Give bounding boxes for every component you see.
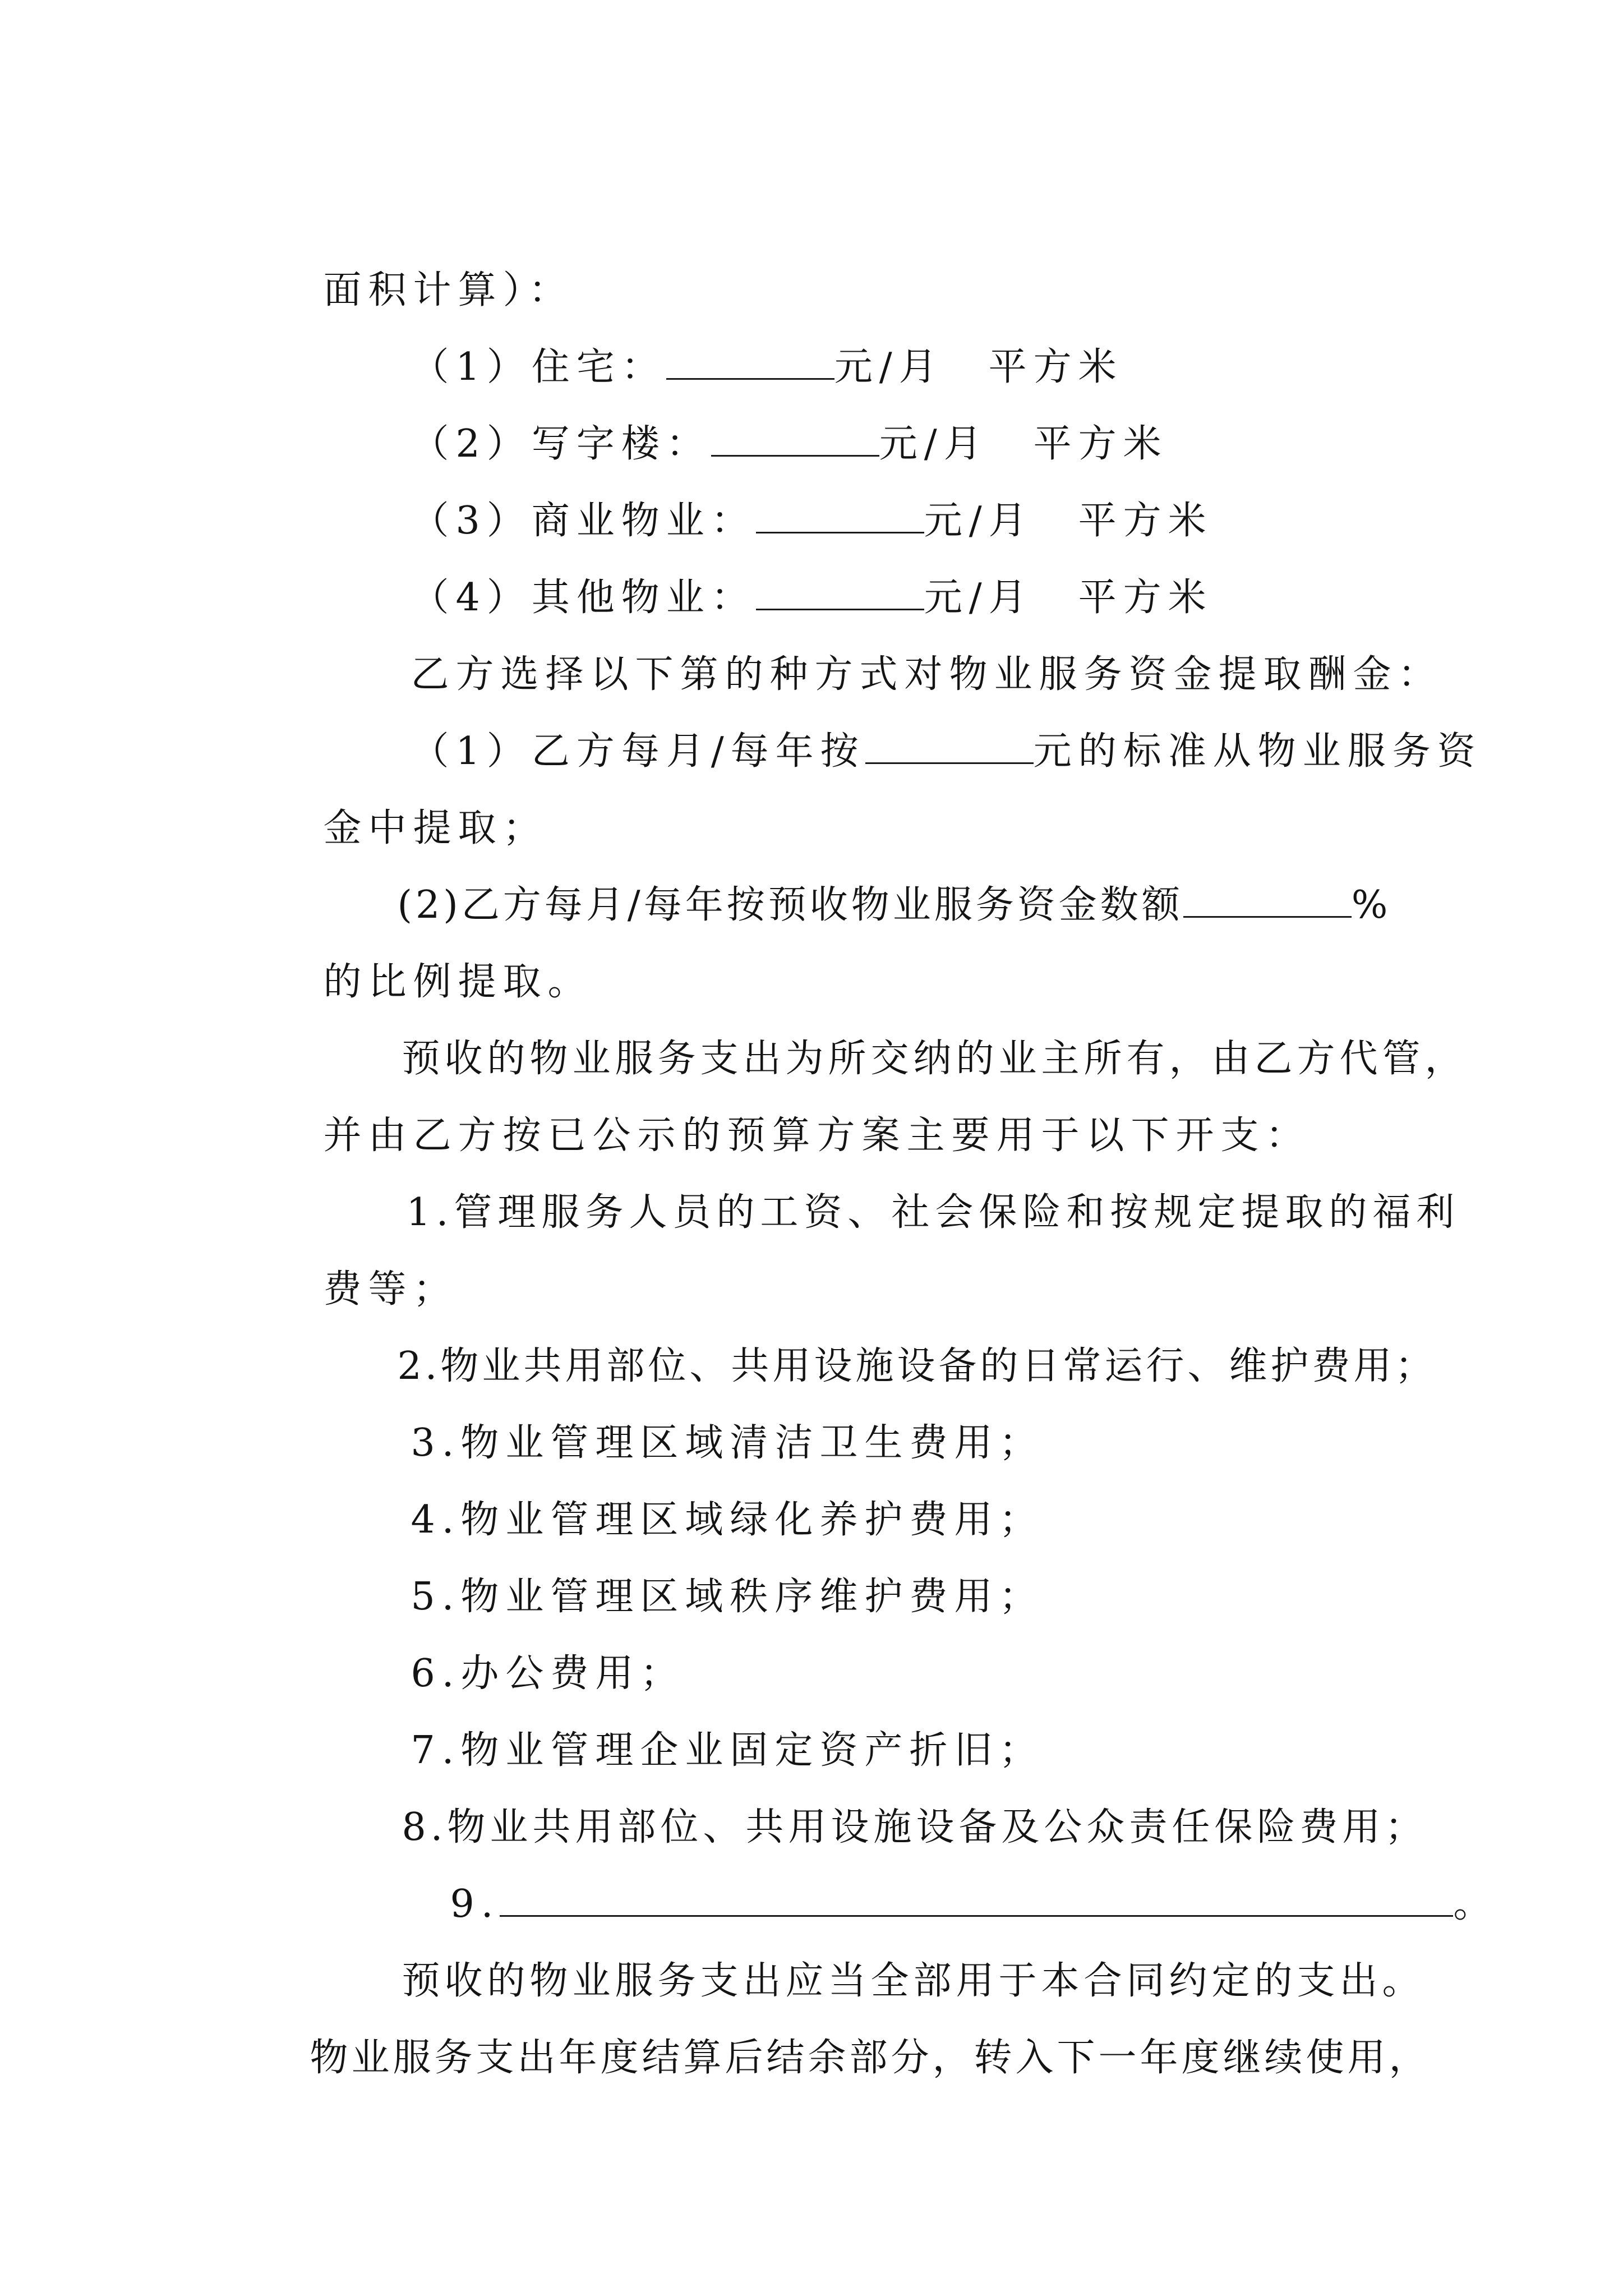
line-text: 金中提取； [323,806,548,850]
line-text: 预收的物业服务支出为所交纳的业主所有，由乙方代管， [402,1037,1468,1081]
line-text: 元的标准从物业服务资 [1033,729,1482,774]
text-line [248,1974,1430,2142]
area-unit: 平方米 [988,345,1123,389]
line-text: 费等； [323,1267,458,1312]
line-text: 物业服务支出年度结算后结余部分，转入下一年度继续使用， [310,2036,1431,2080]
list-item [335,1129,1460,1297]
line-label: (2)乙方每月/每年按预收物业服务资金数额 [397,883,1183,927]
fill-in-blank[interactable] [1183,881,1352,918]
line-label: （1）乙方每月/每年按 [411,729,865,774]
line-text: 面积计算）： [323,268,574,312]
line-label: （3）商业物业： [411,499,756,543]
line-text: 乙方选择以下第的种方式对物业服务资金提取酬金： [411,652,1443,697]
line-text: 并由乙方按已公示的预算方案主要用于以下开支： [323,1114,1311,1158]
line-unit: 元/月 [924,576,1034,620]
area-unit: 平方米 [1078,499,1213,543]
line-label: （2）写字楼： [411,422,711,466]
line-unit: % [1351,883,1391,927]
line-text: 7.物业管理企业固定资产折旧； [411,1728,1044,1773]
line-text: 1.管理服务人员的工资、社会保险和按规定提取的福利 [406,1190,1460,1235]
line-text: 6.办公费用； [411,1651,685,1696]
area-unit: 平方米 [1078,576,1213,620]
line-text: 4.物业管理区域绿化养护费用； [411,1498,1044,1542]
line-unit: 元/月 [834,345,944,389]
line-text: 预收的物业服务支出应当全部用于本合同约定的支出。 [402,1959,1425,2003]
line-text: 的比例提取。 [323,960,593,1004]
line-label: （4）其他物业： [411,576,756,620]
line-text: 。 [1453,1882,1498,1926]
line-unit: 元/月 [879,422,989,466]
line-text: 8.物业共用部位、共用设施设备及公众责任保险费用； [402,1805,1428,1849]
line-text: 2.物业共用部位、共用设施设备的日常运行、维护费用； [397,1344,1437,1388]
fill-in-blank[interactable] [865,727,1034,764]
line-label: （1）住宅： [411,345,666,389]
line-label: 9. [450,1882,500,1926]
line-text: 5.物业管理区域秩序维护费用； [411,1575,1044,1619]
line-text: 3.物业管理区域清洁卫生费用； [411,1421,1044,1465]
area-unit: 平方米 [1033,422,1168,466]
line-unit: 元/月 [924,499,1034,543]
